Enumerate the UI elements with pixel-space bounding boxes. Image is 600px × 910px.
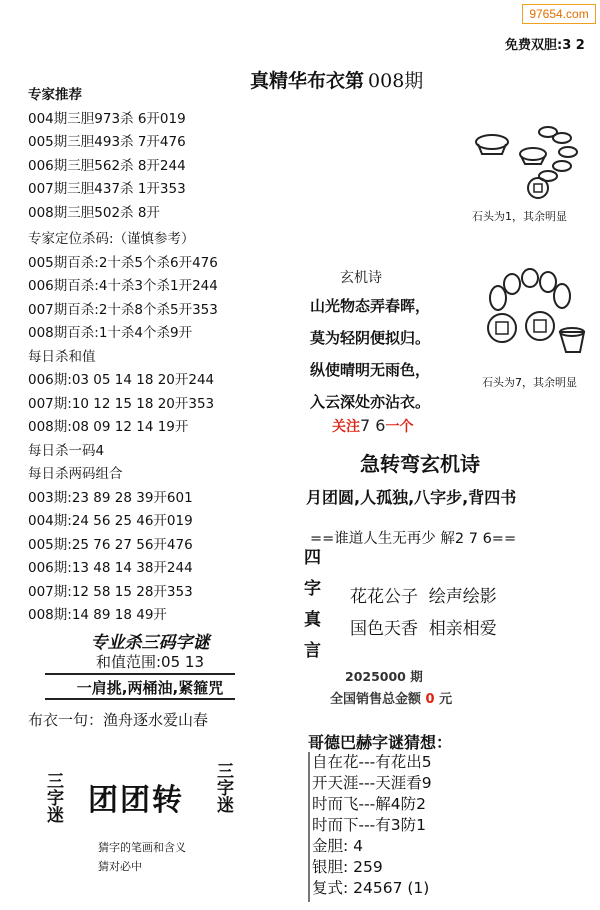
riddle-main: 团团转 bbox=[88, 783, 184, 818]
goldbach-line: 开天涯---天涯看9 bbox=[312, 774, 432, 792]
coins-image-2 bbox=[478, 268, 588, 368]
two-code-row: 007期:12 58 15 28开353 bbox=[28, 583, 193, 600]
poem-line: 山光物态弄春晖， bbox=[310, 297, 431, 315]
sales-unit: 元 bbox=[439, 692, 453, 707]
guanzhu-suffix: 一个 bbox=[385, 419, 414, 435]
vertical-char: 言 bbox=[304, 641, 321, 661]
goldbach-title: 哥德巴赫字谜猜想： bbox=[308, 733, 453, 752]
free-double-dan: 免费双胆:3 2 bbox=[505, 38, 585, 53]
two-code-row: 005期:25 76 27 56开476 bbox=[28, 536, 193, 553]
position-row: 005期百杀:2十杀5个杀6开476 bbox=[28, 254, 218, 271]
sum-kill-row: 007期:10 12 15 18 20开353 bbox=[28, 395, 215, 412]
two-code-row: 008期:14 89 18 49开 bbox=[28, 607, 167, 623]
sales-amount: 0 bbox=[425, 692, 435, 707]
divider bbox=[45, 698, 235, 700]
goldbach-line: 金胆: 4 bbox=[312, 837, 364, 855]
poem-line: 入云深处亦沾衣。 bbox=[310, 393, 431, 411]
goldbach-line: 复式: 24567 (1) bbox=[312, 879, 430, 897]
sales-period: 2025000 期 bbox=[345, 669, 423, 684]
expert-row: 007期三胆437杀 1开353 bbox=[28, 181, 186, 197]
goldbach-rule bbox=[308, 752, 310, 902]
jizhuan-title: 急转弯玄机诗 bbox=[360, 452, 480, 476]
image-caption-1: 石头为1，其余明显 bbox=[472, 210, 567, 223]
page-title bbox=[250, 66, 423, 93]
buyi-line: 布衣一句：渔舟逐水爱山春 bbox=[28, 711, 209, 729]
watermark[interactable]: 97654.com bbox=[522, 4, 596, 24]
two-code-row: 004期:24 56 25 46开019 bbox=[28, 513, 193, 529]
image-caption-2: 石头为7，其余明显 bbox=[482, 376, 577, 389]
divider bbox=[45, 673, 235, 675]
one-code-title: 每日杀一码4 bbox=[28, 442, 105, 459]
expert-title: 专家推荐 bbox=[28, 87, 82, 103]
expert-row: 008期三胆502杀 8开 bbox=[28, 204, 160, 221]
position-row: 006期百杀:4十杀3个杀1开244 bbox=[28, 278, 218, 294]
goldbach-line: 自在花---有花出5 bbox=[312, 753, 432, 771]
sales-label: 全国销售总金额 bbox=[330, 692, 422, 707]
sum-kill-row: 006期:03 05 14 18 20开244 bbox=[28, 372, 215, 388]
riddle-hint1: 猜字的笔画和含义 bbox=[98, 841, 186, 854]
poem bbox=[310, 290, 430, 418]
expert-row: 006期三胆562杀 8开244 bbox=[28, 157, 186, 174]
jizhuan-line2: ==谁道人生无再少 解2 7 6== bbox=[310, 531, 517, 547]
riddle-title: 专业杀三码字谜 bbox=[90, 633, 210, 653]
goldbach-line: 时而下---有3防1 bbox=[312, 816, 427, 834]
sum-range: 和值范围:05 13 bbox=[96, 653, 204, 671]
sales-total bbox=[330, 688, 452, 707]
side-label-left: 三字迷 bbox=[43, 772, 63, 823]
two-code-row: 003期:23 89 28 39开601 bbox=[28, 489, 193, 506]
two-code-row: 006期:13 48 14 38开244 bbox=[28, 560, 193, 576]
riddle-hint2: 猜对必中 bbox=[98, 860, 142, 873]
poem-line: 纵使晴明无雨色， bbox=[310, 361, 431, 379]
goldbach-line: 银胆: 259 bbox=[312, 858, 383, 876]
jizhuan-line1: 月团圆,人孤独,八字步,背四书 bbox=[306, 488, 517, 507]
four-char-vertical bbox=[304, 543, 321, 667]
position-title: 专家定位杀码:（谨慎参考） bbox=[28, 231, 195, 247]
sum-kill-row: 008期:08 09 12 14 19开 bbox=[28, 419, 189, 435]
four-char-row2: 国色天香 相亲相爱 bbox=[350, 619, 497, 639]
guanzhu-label: 关注 bbox=[332, 419, 360, 435]
poem-heading: 玄机诗 bbox=[340, 270, 382, 286]
expert-section bbox=[28, 84, 186, 225]
expert-row: 005期三胆493杀 7开476 bbox=[28, 134, 186, 150]
position-row: 008期百杀:1十杀4个杀9开 bbox=[28, 325, 193, 341]
position-section bbox=[28, 228, 218, 628]
goldbach-line: 时而飞---解4防2 bbox=[312, 795, 427, 813]
expert-row: 004期三胆973杀 6开019 bbox=[28, 110, 186, 127]
guanzhu-nums: 7 6 bbox=[360, 416, 386, 435]
issue-number: 008期 bbox=[368, 70, 424, 92]
two-code-title: 每日杀两码组合 bbox=[28, 466, 123, 482]
four-char-row1: 花花公子 绘声绘影 bbox=[350, 587, 497, 607]
vertical-char: 真 bbox=[304, 610, 321, 630]
position-row: 007期百杀:2十杀8个杀5开353 bbox=[28, 301, 218, 318]
vertical-char: 字 bbox=[304, 579, 321, 599]
side-label-right: 三字迷 bbox=[213, 762, 233, 813]
poem-line: 莫为轻阴便拟归。 bbox=[310, 329, 431, 347]
goldbach-list bbox=[312, 752, 432, 899]
sum-kill-title: 每日杀和值 bbox=[28, 348, 96, 365]
vertical-char: 四 bbox=[304, 548, 321, 568]
coins-image-1 bbox=[470, 120, 590, 210]
title-text: 真精华布衣第 bbox=[250, 70, 365, 92]
guanzhu bbox=[332, 416, 413, 436]
riddle-phrase: 一肩挑,两桶油,紧箍咒 bbox=[76, 679, 224, 697]
